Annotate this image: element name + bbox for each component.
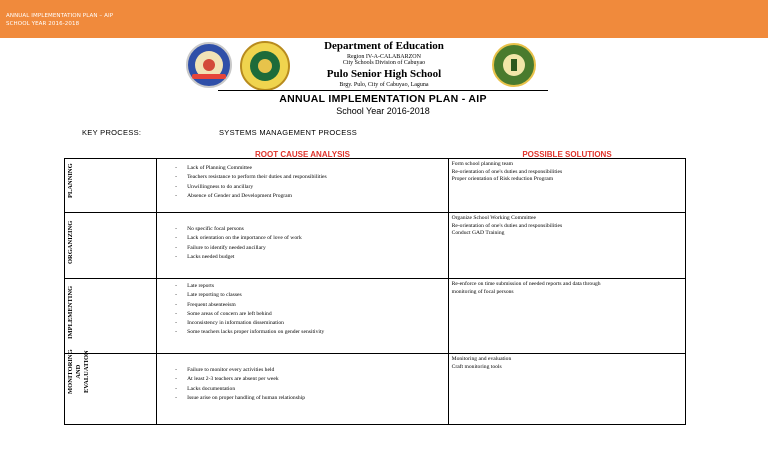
cause-list [157,354,447,403]
cause-item: - Lacks needed budget [187,253,447,262]
cause-item: - Lack orientation on the importance of love of work [187,234,447,243]
school-seal-icon [492,43,536,87]
top-banner [0,0,768,38]
solution-cell [448,279,685,354]
deped-division-seal-icon [186,42,232,88]
school-name: Pulo Senior High School [326,68,442,80]
cause-item: - Lacks documentation [187,385,447,394]
cause-list [157,279,447,338]
school-year: School Year 2016-2018 [336,106,430,116]
cause-item: - Late reports [187,282,447,291]
table-row [65,354,686,425]
table-row [65,279,686,354]
solution-item: Monitoring and evaluation [451,356,512,362]
category-label: PLANNING [67,163,74,198]
category-line: AND [75,364,82,379]
cause-item: - No specific focal persons [187,225,447,234]
solution-item: Conduct GAD Training [451,230,505,237]
category-cell [65,213,157,279]
key-process-label: KEY PROCESS: [82,128,142,137]
category-label: IMPLEMENTING [67,285,74,339]
school-address: Brgy. Pulo, City of Cabuyao, Laguna [339,82,429,88]
solution-item: Re-enforce on time submission of needed reports and data through [451,281,601,287]
header-divider [218,90,548,91]
solution-item: Form school planning team [451,161,513,167]
category-cell [65,279,157,354]
solution-cell [448,213,685,279]
category-cell [65,349,157,425]
key-process-value: SYSTEMS MANAGEMENT PROCESS [219,128,358,137]
root-cause-cell [157,279,448,354]
city-of-cabuyao-seal-icon [240,41,290,91]
solution-item: Craft monitoring tools [451,363,502,370]
solution-item: Re-orientation of one's duties and responsibilities [451,222,563,229]
region-name: Region IV-A-CALABARZON [347,54,421,60]
cause-list [157,159,447,201]
category-label [67,349,91,394]
division-name: City Schools Division of Cabuyao [342,60,426,66]
cause-list [157,213,447,262]
cause-item: - Absence of Gender and Development Program [187,192,447,201]
cause-item: - Late reporting to classes [187,291,447,300]
table-row [65,159,686,213]
aip-table [64,158,686,425]
cause-item: - Issue arise on proper handling of human relationship [187,394,447,403]
cause-item: - Failure to identify needed ancillary [187,244,447,253]
cause-item: - Failure to monitor every activities held [187,366,447,375]
cause-item: - Some areas of concern are left behind [187,310,447,319]
cause-item: - Some teachers lacks proper information on gender sensitivity [187,328,447,337]
solution-item: Organize School Working Committee [451,215,536,221]
solution-cell [448,354,685,425]
possible-solutions-header: POSSIBLE SOLUTIONS [522,150,612,159]
banner-title: ANNUAL IMPLEMENTATION PLAN – AIP [6,13,114,19]
cause-item: - Inconsistency in information dissemination [187,319,447,328]
cause-item: - Frequent absenteeism [187,301,447,310]
table-row [65,213,686,279]
root-cause-cell [157,354,448,425]
category-line: EVALUATION [83,350,90,394]
category-label: ORGANIZING [67,220,74,264]
banner-school-year: SCHOOL YEAR 2016-2018 [6,21,80,27]
cause-item: - Unwillingness to do ancillary [187,183,447,192]
category-cell [65,159,157,213]
solution-item: monitoring of focal persons [451,288,514,295]
cause-item: - Teachers resistance to perform their duties and responsibilities [187,173,447,182]
solution-item: Re-orientation of one's duties and responsibilities [451,168,563,175]
cause-item: - Lack of Planning Committee [187,164,447,173]
department-name: Department of Education [324,40,444,52]
document-title: ANNUAL IMPLEMENTATION PLAN - AIP [279,93,487,105]
root-cause-cell [157,159,448,213]
root-cause-cell [157,213,448,279]
category-line: MONITORING [67,349,74,394]
solution-cell [448,159,685,213]
solution-item: Proper orientation of Risk reduction Program [451,176,554,183]
cause-item: - At least 2-3 teachers are absent per week [187,375,447,384]
root-cause-header: ROOT CAUSE ANALYSIS [255,150,350,159]
